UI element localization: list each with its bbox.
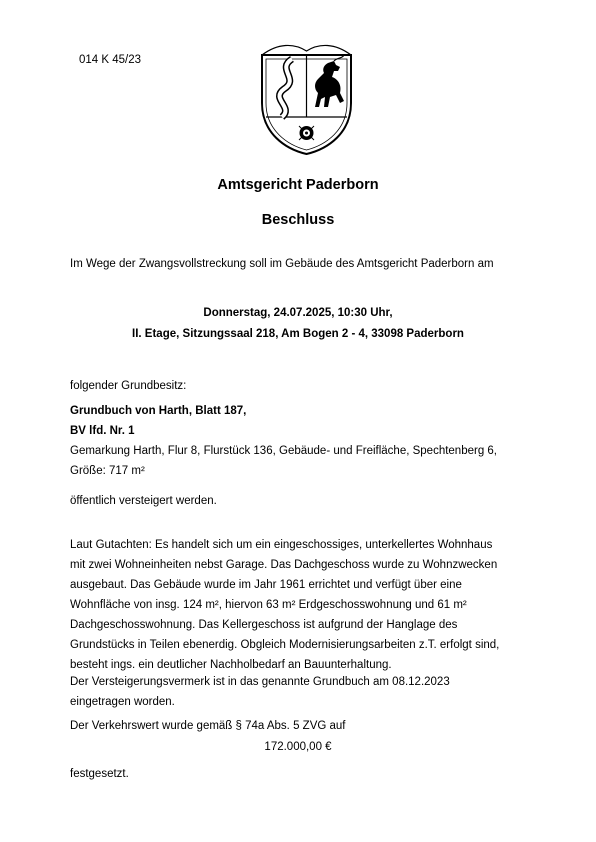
report-line: Dachgeschosswohnung. Das Kellergeschoss ist aufgrund der Hanglage des	[70, 619, 458, 631]
register-line: Der Versteigerungsvermerk ist in das genannte Grundbuch am 08.12.2023	[70, 676, 450, 688]
lead-text: folgender Grundbesitz:	[70, 380, 187, 392]
report-line: Laut Gutachten: Es handelt sich um ein eingeschossiges, unterkellertes Wohnhaus	[70, 539, 493, 551]
land-register: Grundbuch von Harth, Blatt 187,	[70, 405, 247, 417]
coat-of-arms-icon	[258, 41, 355, 156]
document-title: Beschluss	[261, 212, 335, 228]
report-line: besteht ings. ein deutlicher Nachholbedarf an Bauunterhaltung.	[70, 659, 392, 671]
market-value: 172.000,00 €	[264, 741, 332, 753]
court-name: Amtsgericht Paderborn	[217, 177, 379, 193]
parcel-line: Gemarkung Harth, Flur 8, Flurstück 136, Gebäude- und Freifläche, Spechtenberg 6,	[70, 445, 497, 457]
appraisal-report	[70, 535, 540, 675]
value-intro: Der Verkehrswert wurde gemäß § 74a Abs. 5 ZVG auf	[70, 720, 346, 732]
parcel-description	[70, 401, 540, 481]
parcel-line: Größe: 717 m²	[70, 465, 145, 477]
auction-text: öffentlich versteigert werden.	[70, 495, 217, 507]
register-line: eingetragen worden.	[70, 696, 175, 708]
register-entry: BV lfd. Nr. 1	[70, 425, 135, 437]
intro-text: Im Wege der Zwangsvollstreckung soll im Gebäude des Amtsgericht Paderborn am	[70, 258, 494, 270]
report-line: Grundstücks in Teilen ebenerdig. Obgleich Modernisierungsarbeiten z.T. erfolgt sind,	[70, 639, 500, 651]
report-line: ausgebaut. Das Gebäude wurde im Jahr 1961 errichtet und verfügt über eine	[70, 579, 462, 591]
fixed-text: festgesetzt.	[70, 768, 129, 780]
hearing-date: Donnerstag, 24.07.2025, 10:30 Uhr,	[203, 307, 393, 319]
report-line: Wohnfläche von insg. 124 m², hiervon 63 m² Erdgeschosswohnung und 61 m²	[70, 599, 467, 611]
hearing-place: II. Etage, Sitzungssaal 218, Am Bogen 2 - 4, 33098 Paderborn	[132, 328, 464, 340]
report-line: mit zwei Wohneinheiten nebst Garage. Das Dachgeschoss wurde zu Wohnzwecken	[70, 559, 498, 571]
case-number: 014 K 45/23	[79, 54, 142, 66]
register-note	[70, 672, 540, 712]
